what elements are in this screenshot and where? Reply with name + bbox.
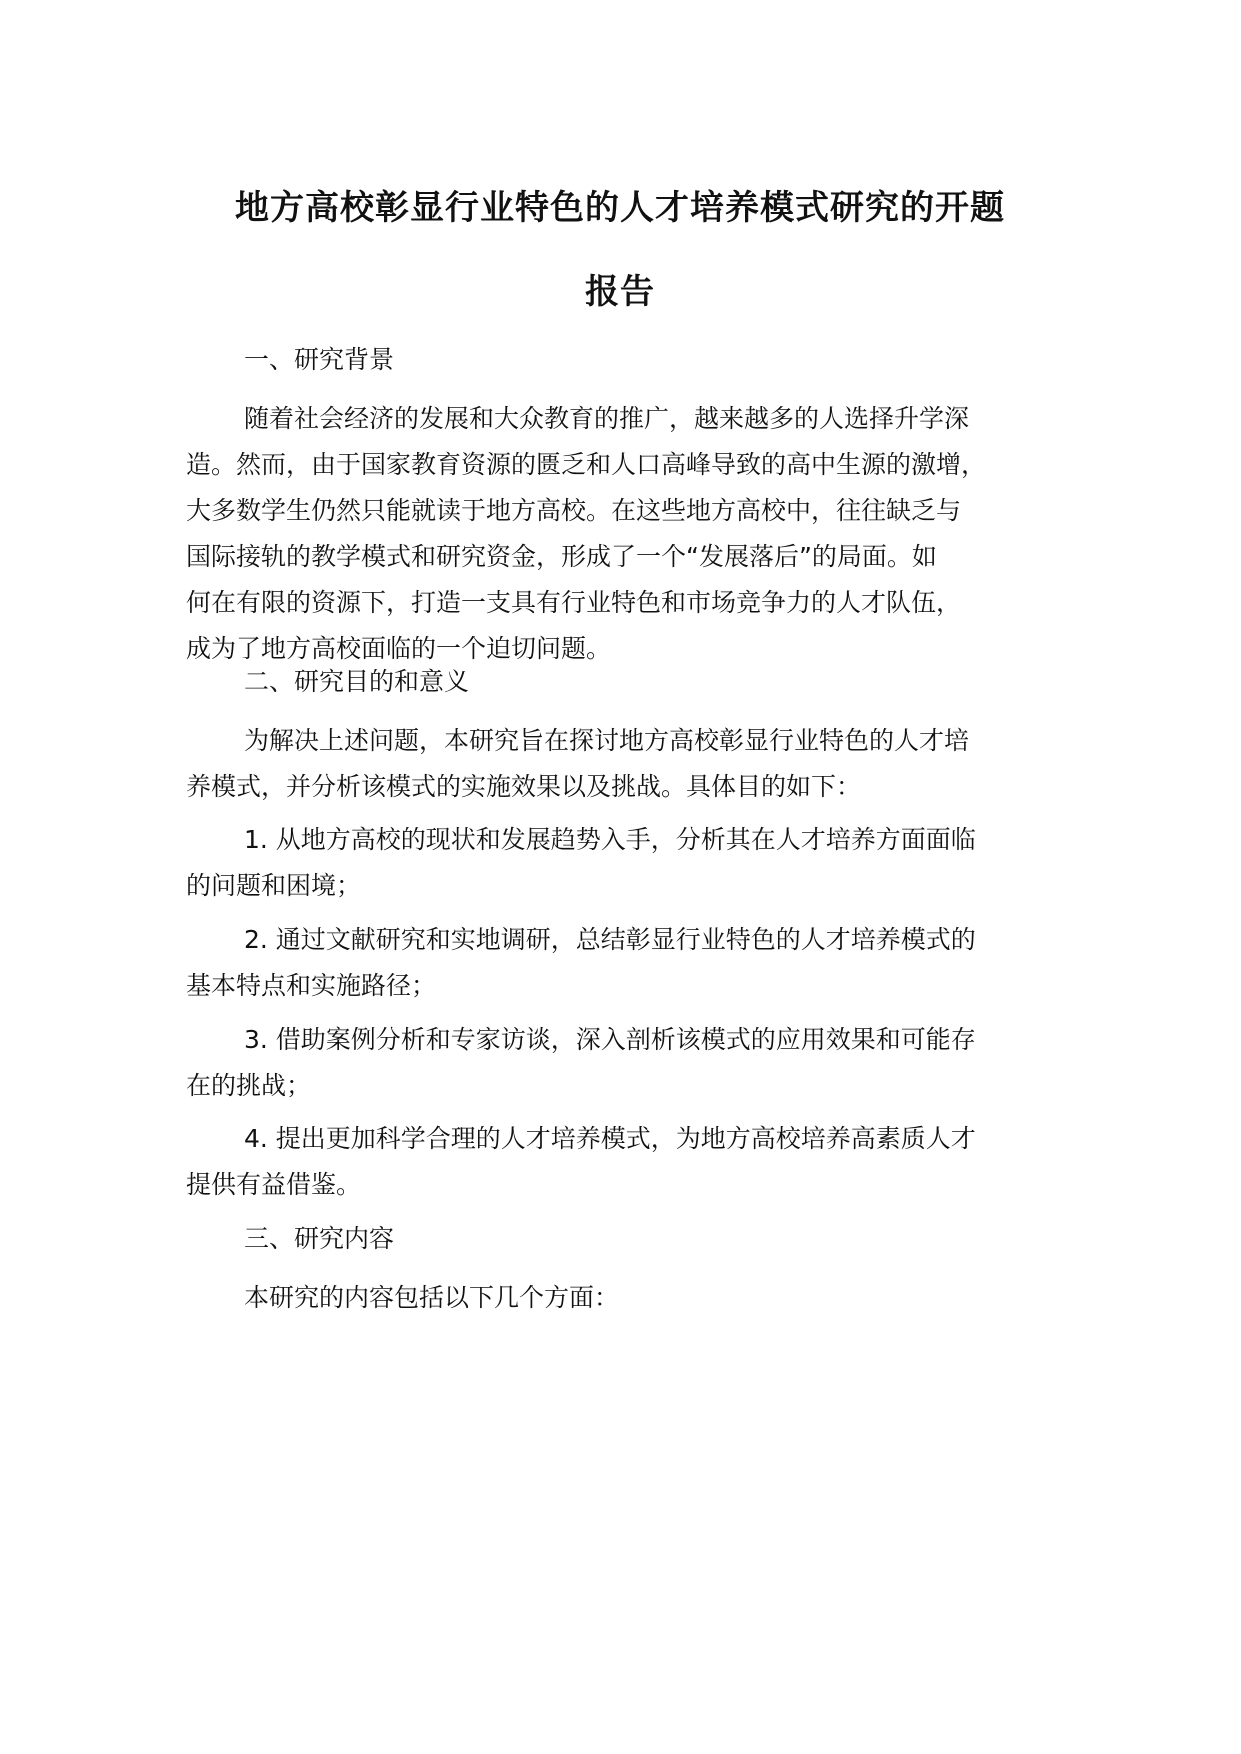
heading-text: 一、研究背景 (244, 345, 395, 374)
list-item-4 (186, 1116, 1046, 1208)
paragraph-content-intro (186, 1275, 1046, 1321)
heading-text: 三、研究内容 (244, 1224, 395, 1253)
paragraph-line: 随着社会经济的发展和大众教育的推广，越来越多的人选择升学深 (244, 404, 970, 433)
list-item-3 (186, 1017, 1046, 1109)
paragraph-line: 成为了地方高校面临的一个迫切问题。 (186, 634, 612, 663)
paragraph-line: 在的挑战； (186, 1071, 312, 1100)
list-item-2 (186, 917, 1046, 1009)
section-heading-background (186, 337, 1046, 383)
paragraph-line: 造。然而，由于国家教育资源的匮乏和人口高峰导致的高中生源的激增， (186, 450, 987, 479)
paragraph-line: 国际接轨的教学模式和研究资金，形成了一个“发展落后”的局面。如 (186, 542, 937, 571)
paragraph-purpose-intro (186, 718, 1046, 810)
paragraph-background (186, 396, 1046, 672)
paragraph-line: 3. 借助案例分析和专家访谈，深入剖析该模式的应用效果和可能存 (244, 1025, 976, 1054)
section-heading-content (186, 1216, 1046, 1262)
list-item-1 (186, 817, 1046, 909)
paragraph-line: 养模式，并分析该模式的实施效果以及挑战。具体目的如下： (186, 772, 862, 801)
paragraph-line: 4. 提出更加科学合理的人才培养模式，为地方高校培养高素质人才 (244, 1124, 976, 1153)
paragraph-line: 2. 通过文献研究和实地调研，总结彰显行业特色的人才培养模式的 (244, 925, 976, 954)
paragraph-line: 1. 从地方高校的现状和发展趋势入手，分析其在人才培养方面面临 (244, 825, 976, 854)
paragraph-line: 的问题和困境； (186, 871, 362, 900)
paragraph-line: 本研究的内容包括以下几个方面： (244, 1283, 620, 1312)
paragraph-line: 提供有益借鉴。 (186, 1170, 362, 1199)
heading-text: 二、研究目的和意义 (244, 667, 470, 696)
paragraph-line: 何在有限的资源下，打造一支具有行业特色和市场竞争力的人才队伍， (186, 588, 962, 617)
paragraph-line: 大多数学生仍然只能就读于地方高校。在这些地方高校中，往往缺乏与 (186, 496, 962, 525)
paragraph-line: 基本特点和实施路径； (186, 971, 437, 1000)
document-title-line-2: 报告 (585, 272, 655, 312)
paragraph-line: 为解决上述问题，本研究旨在探讨地方高校彰显行业特色的人才培 (244, 726, 970, 755)
document-title-line-1: 地方高校彰显行业特色的人才培养模式研究的开题 (235, 188, 1005, 228)
section-heading-purpose (186, 659, 1046, 705)
